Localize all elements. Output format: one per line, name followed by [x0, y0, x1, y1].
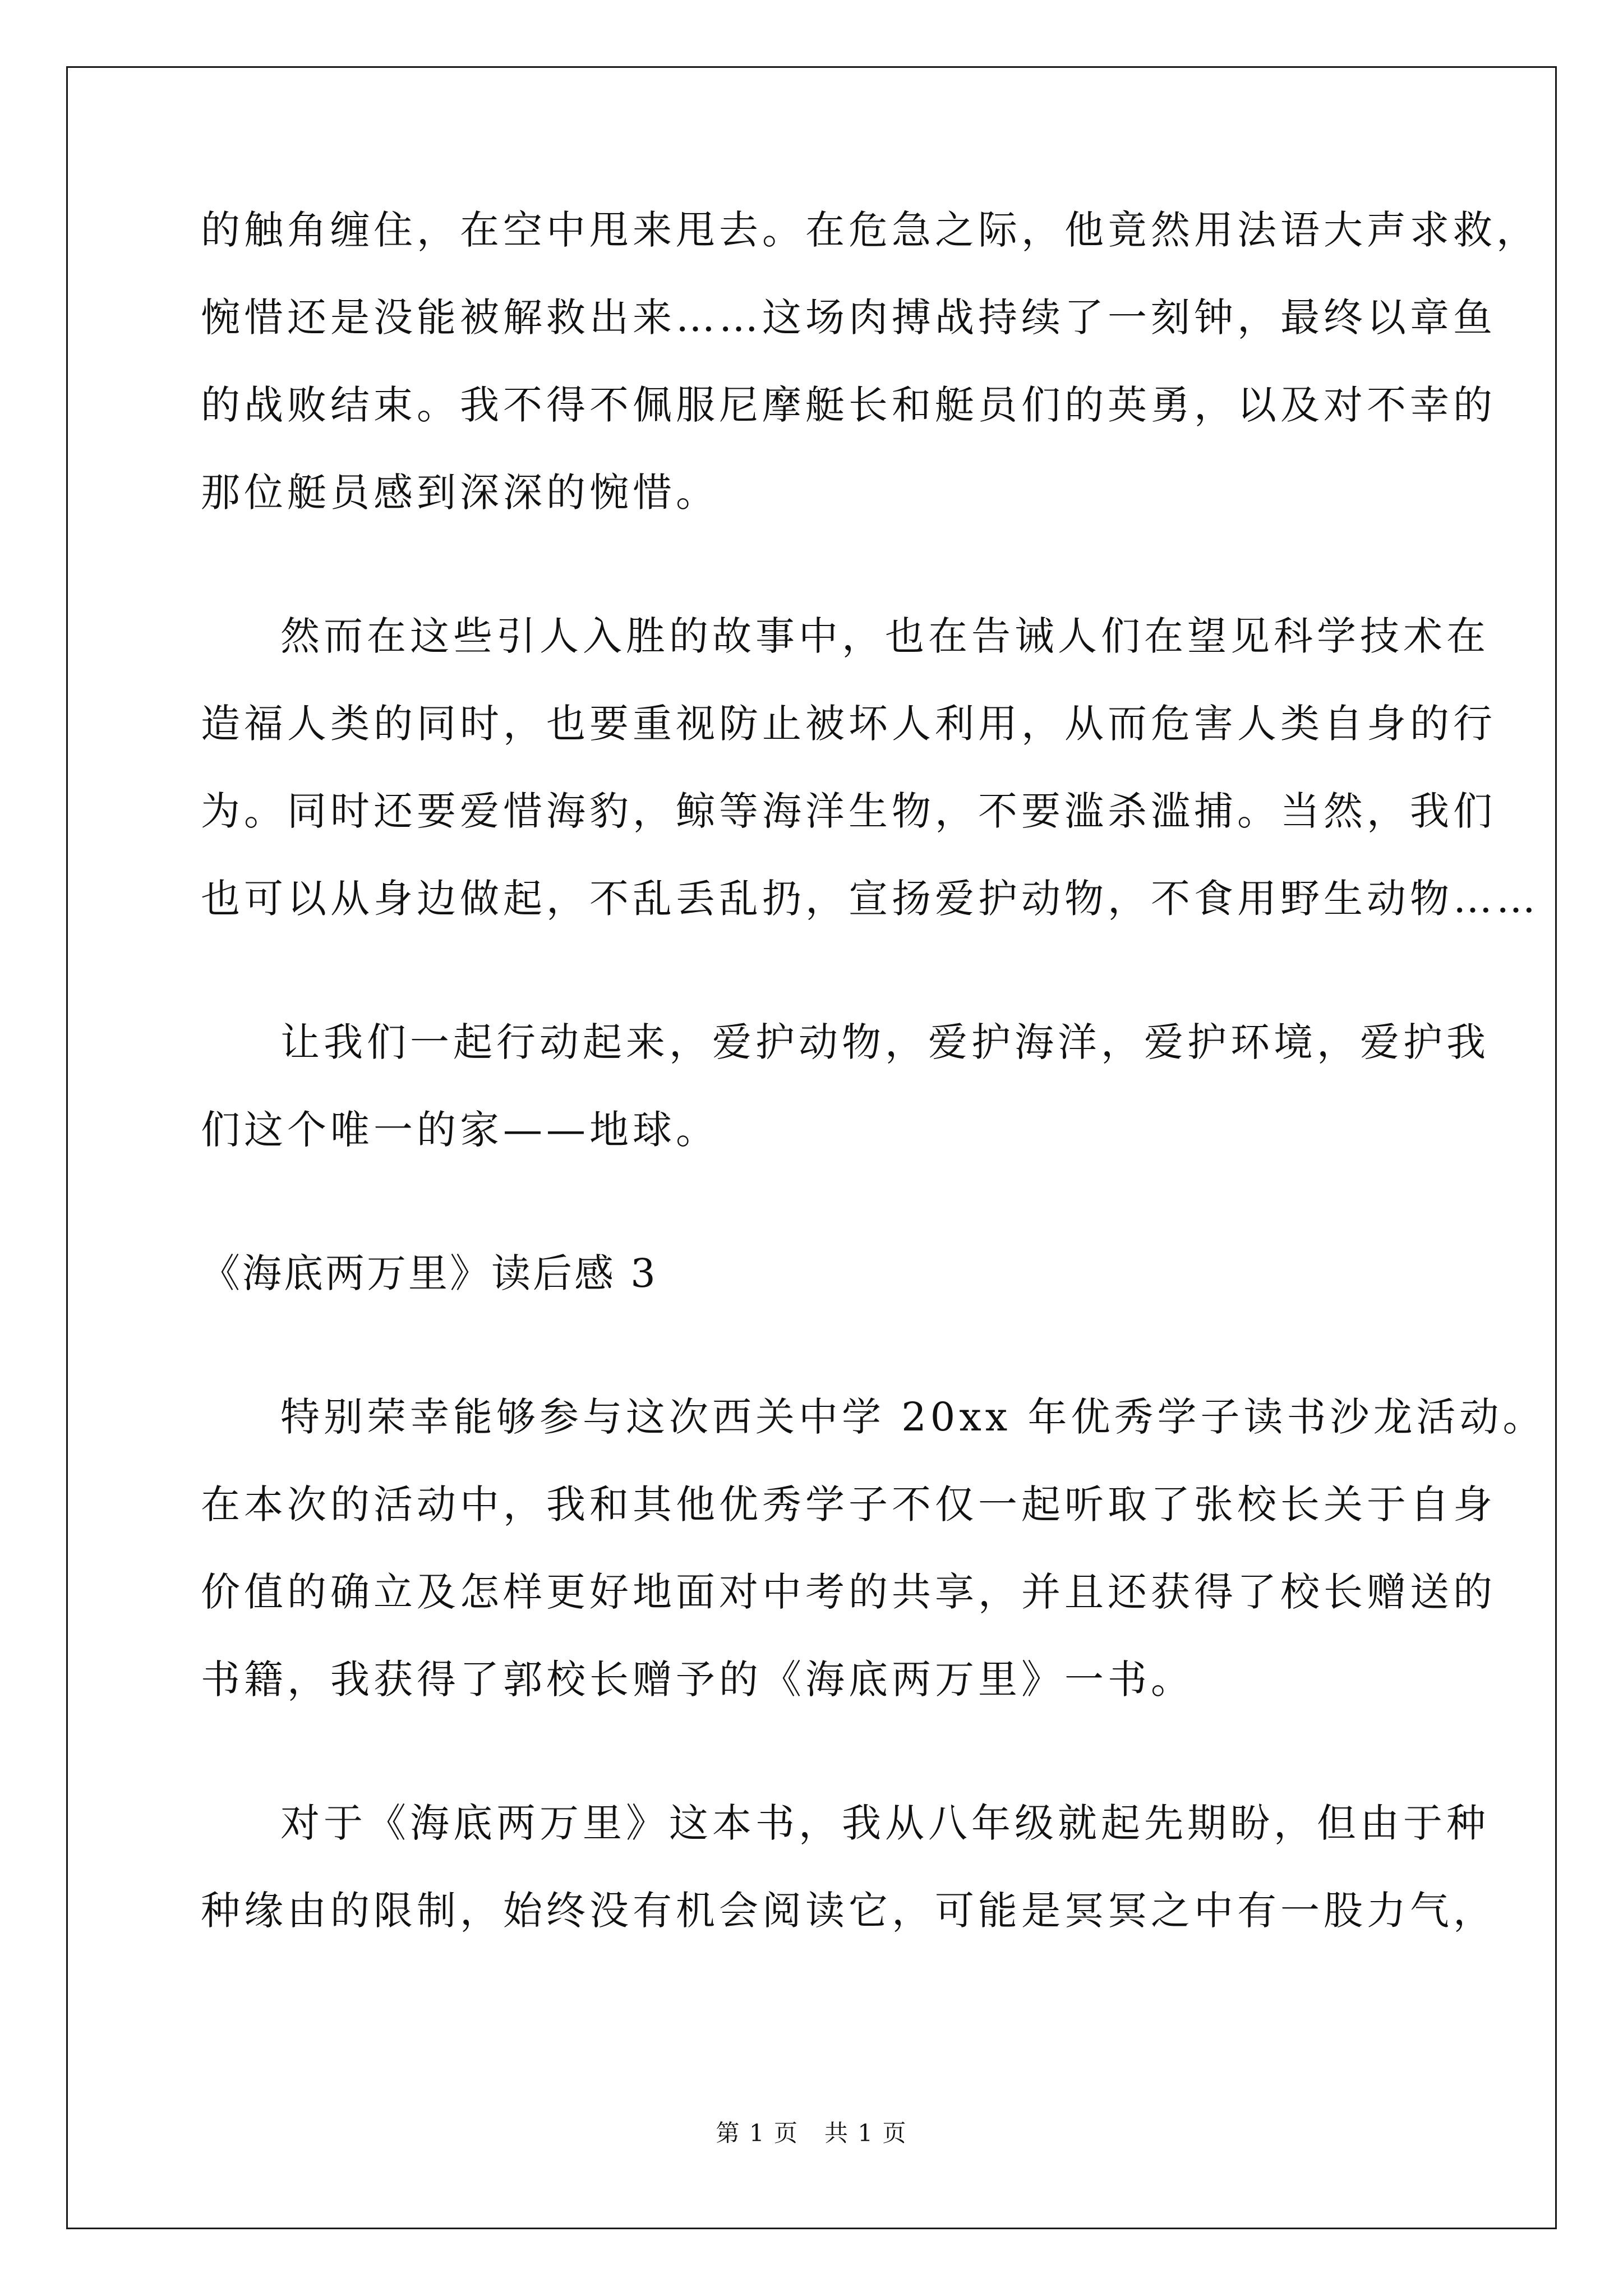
text-line: 在本次的活动中，我和其他优秀学子不仅一起听取了张校长关于自身 [201, 1481, 1496, 1527]
page-footer: 第 1 页 共 1 页 [716, 2119, 907, 2147]
text-line: 造福人类的同时，也要重视防止被坏人利用，从而危害人类自身的行 [201, 701, 1496, 747]
text-line: 的战败结束。我不得不佩服尼摩艇长和艇员们的英勇，以及对不幸的 [201, 382, 1496, 428]
paragraph-start-line: 然而在这些引人入胜的故事中，也在告诫人们在望见科学技术在 [280, 613, 1490, 659]
text-line: 那位艇员感到深深的惋惜。 [201, 470, 719, 516]
text-line: 的触角缠住，在空中甩来甩去。在危急之际，他竟然用法语大声求救， [201, 207, 1539, 253]
text-line: 惋惜还是没能被解救出来……这场肉搏战持续了一刻钟，最终以章鱼 [201, 295, 1496, 341]
text-line: 种缘由的限制，始终没有机会阅读它，可能是冥冥之中有一股力气， [201, 1888, 1496, 1934]
paragraph-start-line: 让我们一起行动起来，爱护动物，爱护海洋，爱护环境，爱护我 [280, 1019, 1490, 1065]
text-line: 也可以从身边做起，不乱丢乱扔，宣扬爱护动物，不食用野生动物…… [201, 876, 1539, 922]
section-heading: 《海底两万里》读后感 3 [201, 1250, 658, 1296]
paragraph-start-line: 特别荣幸能够参与这次西关中学 20xx 年优秀学子读书沙龙活动。 [280, 1394, 1546, 1440]
paragraph-start-line: 对于《海底两万里》这本书，我从八年级就起先期盼，但由于种 [280, 1800, 1490, 1846]
text-line: 书籍，我获得了郭校长赠予的《海底两万里》一书。 [201, 1657, 1194, 1703]
text-line: 为。同时还要爱惜海豹，鲸等海洋生物，不要滥杀滥捕。当然，我们 [201, 788, 1496, 834]
text-line: 价值的确立及怎样更好地面对中考的共享，并且还获得了校长赠送的 [201, 1569, 1496, 1615]
text-line: 们这个唯一的家——地球。 [201, 1107, 719, 1153]
